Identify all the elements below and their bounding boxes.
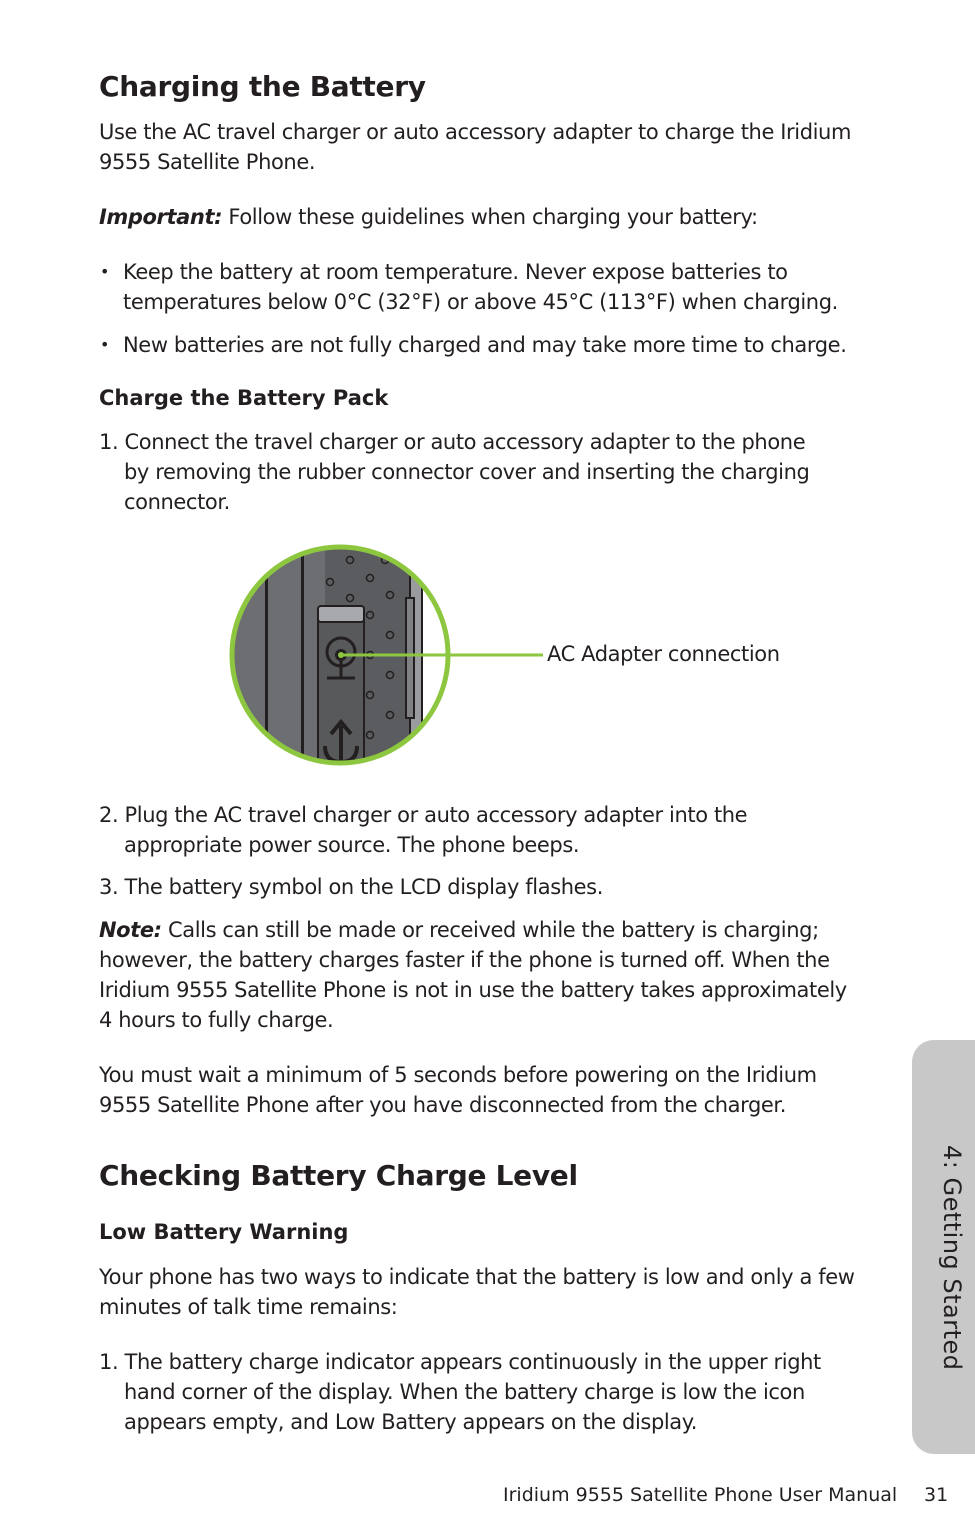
section-title-checking-charge: Checking Battery Charge Level	[99, 1159, 578, 1192]
section-title-charging: Charging the Battery	[99, 70, 426, 103]
bullet-item-1	[123, 257, 838, 317]
bullet-1-line-2: temperatures below 0°C (32°F) or above 45°C (113°F) when charging.	[123, 290, 838, 314]
charge-step-2-line-2: appropriate power source. The phone beeps.	[124, 833, 580, 857]
low-battery-intro	[99, 1262, 855, 1322]
bullet-2-line-1: New batteries are not fully charged and may take more time to charge.	[123, 333, 847, 357]
important-label: Important:	[99, 205, 223, 229]
charging-intro-line-1: Use the AC travel charger or auto accessory adapter to charge the Iridium	[99, 120, 852, 144]
chapter-side-tab-label: 4: Getting Started	[938, 1145, 966, 1371]
bullet-symbol-2: •	[100, 335, 110, 354]
note-line-1: Calls can still be made or received while the battery is charging;	[161, 918, 819, 942]
footer-manual-title: Iridium 9555 Satellite Phone User Manual	[503, 1484, 898, 1506]
low-battery-step-1-line-1: 1. The battery charge indicator appears continuously in the upper right	[99, 1350, 821, 1374]
ac-adapter-connection-figure	[225, 540, 555, 772]
bullet-1-line-1: Keep the battery at room temperature. Never expose batteries to	[123, 260, 788, 284]
low-battery-intro-line-1: Your phone has two ways to indicate that the battery is low and only a few	[99, 1265, 855, 1289]
subsection-title-low-battery: Low Battery Warning	[99, 1220, 349, 1244]
low-battery-step-1-line-3: appears empty, and Low Battery appears on the display.	[124, 1410, 698, 1434]
charge-step-1-line-2: by removing the rubber connector cover and inserting the charging	[124, 460, 810, 484]
note-paragraph	[99, 915, 847, 1035]
bullet-item-2	[123, 330, 846, 360]
wait-paragraph	[99, 1060, 817, 1120]
bullet-symbol-1: •	[100, 262, 110, 281]
wait-line-1: You must wait a minimum of 5 seconds before powering on the Iridium	[99, 1063, 817, 1087]
charge-step-1-line-1: 1. Connect the travel charger or auto accessory adapter to the phone	[99, 430, 806, 454]
important-paragraph	[99, 202, 758, 232]
subsection-title-charge-pack: Charge the Battery Pack	[99, 386, 389, 410]
charge-step-2	[99, 800, 747, 860]
low-battery-intro-line-2: minutes of talk time remains:	[99, 1295, 398, 1319]
wait-line-2: 9555 Satellite Phone after you have disconnected from the charger.	[99, 1093, 786, 1117]
note-line-4: 4 hours to fully charge.	[99, 1008, 334, 1032]
charge-step-3: 3. The battery symbol on the LCD display flashes.	[99, 875, 603, 899]
charging-intro	[99, 117, 851, 177]
charging-intro-line-2: 9555 Satellite Phone.	[99, 150, 316, 174]
note-line-2: however, the battery charges faster if the phone is turned off. When the	[99, 948, 830, 972]
figure-callout-label: AC Adapter connection	[547, 642, 780, 666]
charge-step-2-line-1: 2. Plug the AC travel charger or auto accessory adapter into the	[99, 803, 748, 827]
footer-page-number: 31	[924, 1484, 949, 1506]
note-line-3: Iridium 9555 Satellite Phone is not in use the battery takes approximately	[99, 978, 847, 1002]
note-label: Note:	[99, 918, 162, 942]
charge-step-1	[99, 427, 809, 517]
low-battery-step-1	[99, 1347, 821, 1437]
important-text: Follow these guidelines when charging your battery:	[222, 205, 758, 229]
low-battery-step-1-line-2: hand corner of the display. When the battery charge is low the icon	[124, 1380, 805, 1404]
charge-step-1-line-3: connector.	[124, 490, 230, 514]
